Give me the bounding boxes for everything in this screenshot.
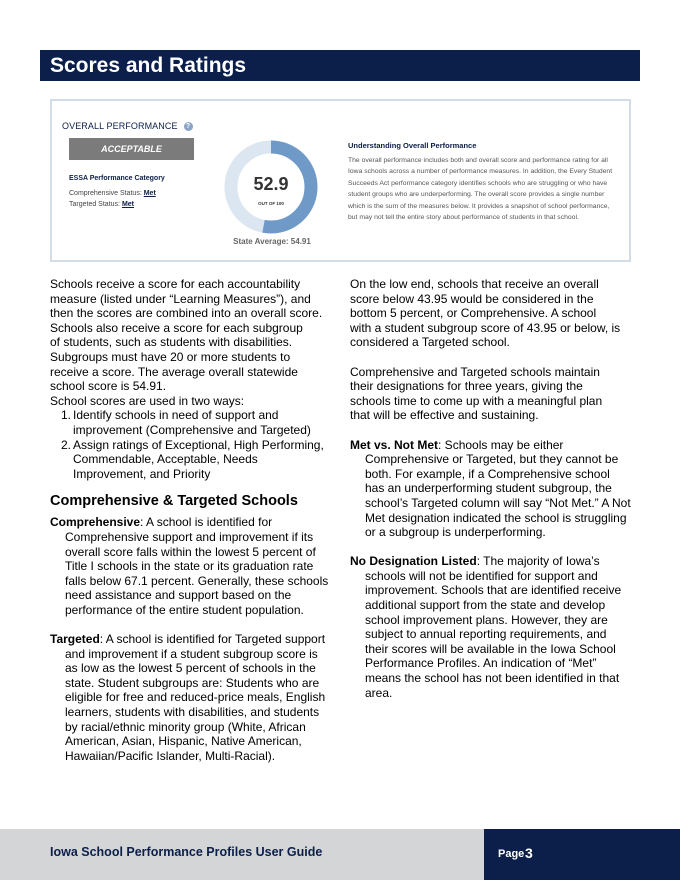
comprehensive-status-value[interactable]: Met: [143, 190, 156, 197]
targeted-status: Targeted Status: Met: [69, 201, 134, 208]
rating-badge: ACCEPTABLE: [69, 138, 194, 160]
question-icon[interactable]: ?: [184, 122, 193, 131]
understanding-title: Understanding Overall Performance: [348, 141, 477, 150]
targeted-status-value[interactable]: Met: [121, 201, 134, 208]
score-out-of: OUT OF 100: [258, 201, 284, 206]
title-bar: [40, 50, 640, 81]
section-heading: Comprehensive & Targeted Schools: [50, 493, 298, 510]
designation-duration-paragraph: Comprehensive and Targeted schools maintain their designations for three years, giving the schools time to come up with a meaningful plan that will be effective and sustaining.: [350, 364, 603, 423]
page-number-box: [484, 829, 680, 880]
footer-title: Iowa School Performance Profiles User Guide: [50, 845, 323, 859]
low-end-paragraph: On the low end, schools that receive an overall score below 43.95 would be considered in the bottom 5 percent, or Comprehensive. A school with a student subgroup score of 43.95 or below, is considered a Targeted school.: [350, 277, 621, 350]
list-item: 1. Identify schools in need of support and improvement (Comprehensive and Targeted): [61, 408, 311, 437]
no-designation-definition: No Designation Listed: The majority of Iowa’s schools will not be identified for support and improvement. Schools that are identified receive additional support from the state and develop school improvement plans. However, they are subject to annual reporting requirements, and their scores will be available in the Iowa School Performance Profiles. An indication of “Met” means the school has not been identified in that area.: [350, 554, 622, 700]
met-vs-not-met-definition: Met vs. Not Met: Schools may be either Comprehensive or Targeted, but they cannot be both. For example, if a Comprehensive school has an underperforming student subgroup, the school’s Targeted column will say “Not Met.” A Not Met designation indicated the school is struggling or a subgroup is underperforming.: [350, 437, 631, 540]
left-column: [50, 277, 332, 763]
state-average: State Average: 54.91: [233, 237, 311, 246]
list-item: 2. Assign ratings of Exceptional, High Performing, Commendable, Acceptable, Needs Improvement, and Priority: [61, 437, 324, 481]
essa-category-label: ESSA Performance Category: [69, 175, 165, 182]
uses-intro: School scores are used in two ways:: [50, 393, 245, 408]
comprehensive-definition: Comprehensive: A school is identified for Comprehensive support and improvement if its overall score falls within the lowest 5 percent of Title I schools in the state or its graduation rate falls below 67.1 percent. Generally, these schools need assistance and support based on the performance of the entire student population.: [50, 515, 329, 617]
page-title: Scores and Ratings: [50, 54, 247, 77]
page-label: Page: [498, 848, 525, 860]
comprehensive-status: Comprehensive Status: Met: [69, 190, 156, 197]
overall-performance-heading: OVERALL PERFORMANCE ?: [62, 121, 193, 131]
right-column: [350, 277, 632, 700]
page-number: 3: [525, 845, 533, 861]
targeted-definition: Targeted: A school is identified for Targeted support and improvement if a student subgroup score is as low as the lowest 5 percent of schools in the state. Student subgroups are: Students who are eligible for free and reduced-price meals, English learners, students with disabilities, and students by racial/ethnic minority group (White, African American, Asian, Hispanic, Native American, Hawaiian/Pacific Islander, Multi-Racial).: [50, 632, 326, 763]
intro-paragraph: Schools receive a score for each accountability measure (listed under “Learning Measures”), and then the scores are combined into an overall score. Schools also receive a score for each subgroup of students, such as students with disabilities. Subgroups must have 20 or more students to receive a score. The average overall statewide school score is 54.91.: [50, 277, 323, 394]
overall-performance-panel: [50, 99, 631, 262]
overall-score: 52.9: [253, 174, 289, 194]
footer: [0, 829, 680, 880]
understanding-text: The overall performance includes both and overall score and performance rating for all Iowa schools across a number of performance measures. In addition, the Every Student Succeeds Act performance category identifies schools who are struggling or who have student groups who are underperforming. The overall score provides a single number which is the sum of the measures below. It provides a snapshot of school performance, but may not tell the entire story about performance of students in that school.: [348, 157, 613, 222]
